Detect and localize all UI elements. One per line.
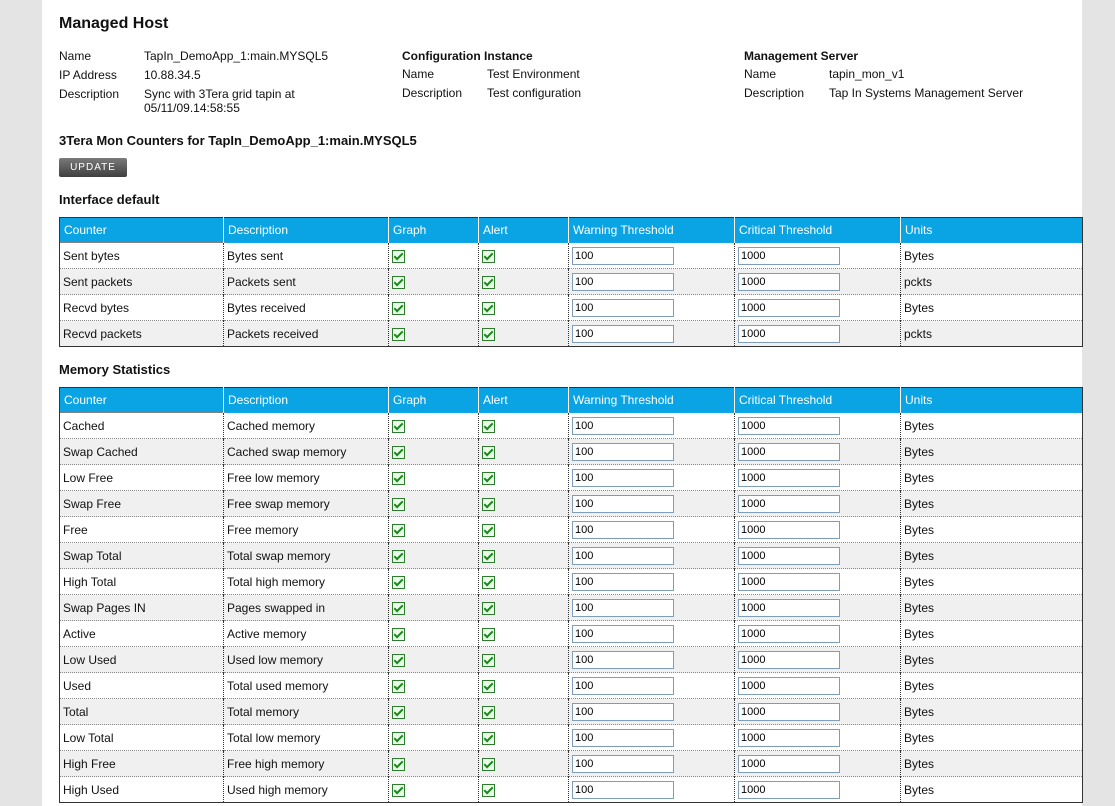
critical-threshold-input[interactable]: [738, 755, 840, 773]
critical-cell: [735, 295, 901, 321]
alert-cell: [479, 517, 569, 543]
graph-checkbox[interactable]: [392, 550, 405, 563]
alert-cell: [479, 725, 569, 751]
description-cell: Total low memory: [224, 725, 389, 751]
column-header: Counter: [60, 218, 224, 243]
graph-cell: [389, 517, 479, 543]
graph-checkbox[interactable]: [392, 524, 405, 537]
warning-cell: [569, 269, 735, 295]
critical-cell: [735, 321, 901, 347]
config-name-value: Test Environment: [487, 67, 580, 81]
units-cell: Bytes: [901, 595, 1083, 621]
host-ip-value: 10.88.34.5: [144, 68, 201, 82]
graph-cell: [389, 699, 479, 725]
description-cell: Bytes sent: [224, 243, 389, 269]
description-cell: Packets sent: [224, 269, 389, 295]
warning-cell: [569, 725, 735, 751]
critical-cell: [735, 269, 901, 295]
table-row: [60, 413, 1083, 439]
alert-cell: [479, 295, 569, 321]
alert-checkbox[interactable]: [482, 654, 495, 667]
page-panel: [42, 0, 1082, 806]
alert-checkbox[interactable]: [482, 328, 495, 341]
critical-cell: [735, 517, 901, 543]
counter-cell: Low Free: [60, 465, 224, 491]
interface-table: [59, 217, 1083, 347]
warning-cell: [569, 595, 735, 621]
critical-threshold-input[interactable]: [738, 325, 840, 343]
counter-cell: Active: [60, 621, 224, 647]
warning-cell: [569, 491, 735, 517]
critical-cell: [735, 647, 901, 673]
graph-checkbox[interactable]: [392, 654, 405, 667]
description-cell: Total high memory: [224, 569, 389, 595]
mgmt-desc-label: Description: [744, 86, 805, 100]
warning-threshold-input[interactable]: [572, 469, 674, 487]
alert-cell: [479, 621, 569, 647]
counter-cell: High Free: [60, 751, 224, 777]
warning-cell: [569, 751, 735, 777]
table-row: [60, 699, 1083, 725]
page-title: Managed Host: [59, 15, 169, 32]
warning-threshold-input[interactable]: [572, 677, 674, 695]
warning-threshold-input[interactable]: [572, 625, 674, 643]
graph-checkbox[interactable]: [392, 420, 405, 433]
graph-cell: [389, 491, 479, 517]
units-cell: Bytes: [901, 439, 1083, 465]
description-cell: Used high memory: [224, 777, 389, 803]
counter-cell: Swap Pages IN: [60, 595, 224, 621]
warning-threshold-input[interactable]: [572, 599, 674, 617]
table-row: [60, 777, 1083, 803]
critical-cell: [735, 595, 901, 621]
graph-checkbox[interactable]: [392, 446, 405, 459]
alert-checkbox[interactable]: [482, 302, 495, 315]
warning-threshold-input[interactable]: [572, 495, 674, 513]
alert-checkbox[interactable]: [482, 498, 495, 511]
units-cell: pckts: [901, 321, 1083, 347]
critical-cell: [735, 491, 901, 517]
warning-cell: [569, 413, 735, 439]
alert-cell: [479, 751, 569, 777]
counter-cell: Free: [60, 517, 224, 543]
alert-cell: [479, 569, 569, 595]
warning-cell: [569, 243, 735, 269]
warning-threshold-input[interactable]: [572, 729, 674, 747]
critical-cell: [735, 621, 901, 647]
critical-cell: [735, 543, 901, 569]
config-desc-value: Test configuration: [487, 86, 582, 100]
warning-threshold-input[interactable]: [572, 547, 674, 565]
graph-cell: [389, 269, 479, 295]
counter-cell: Cached: [60, 413, 224, 439]
graph-checkbox[interactable]: [392, 602, 405, 615]
graph-cell: [389, 673, 479, 699]
table-row: [60, 569, 1083, 595]
column-header: Units: [901, 388, 1083, 413]
warning-threshold-input[interactable]: [572, 755, 674, 773]
graph-cell: [389, 295, 479, 321]
alert-checkbox[interactable]: [482, 576, 495, 589]
graph-cell: [389, 465, 479, 491]
critical-threshold-input[interactable]: [738, 703, 840, 721]
counter-cell: Low Used: [60, 647, 224, 673]
units-cell: Bytes: [901, 621, 1083, 647]
column-header: Critical Threshold: [735, 388, 901, 413]
warning-cell: [569, 569, 735, 595]
warning-cell: [569, 543, 735, 569]
counter-cell: High Used: [60, 777, 224, 803]
graph-checkbox[interactable]: [392, 784, 405, 797]
warning-cell: [569, 777, 735, 803]
counter-cell: High Total: [60, 569, 224, 595]
critical-cell: [735, 751, 901, 777]
critical-cell: [735, 569, 901, 595]
alert-cell: [479, 673, 569, 699]
table-row: [60, 439, 1083, 465]
alert-checkbox[interactable]: [482, 446, 495, 459]
config-desc-label: Description: [402, 86, 463, 100]
table-row: [60, 465, 1083, 491]
host-name-label: Name: [59, 49, 92, 63]
units-cell: Bytes: [901, 517, 1083, 543]
alert-cell: [479, 647, 569, 673]
alert-cell: [479, 243, 569, 269]
critical-threshold-input[interactable]: [738, 495, 840, 513]
graph-checkbox[interactable]: [392, 328, 405, 341]
warning-cell: [569, 673, 735, 699]
warning-cell: [569, 621, 735, 647]
mgmt-heading: Management Server: [744, 49, 859, 63]
critical-cell: [735, 413, 901, 439]
units-cell: Bytes: [901, 777, 1083, 803]
column-header: Description: [224, 388, 389, 413]
memory-title: Memory Statistics: [59, 362, 171, 377]
units-cell: pckts: [901, 269, 1083, 295]
alert-checkbox[interactable]: [482, 472, 495, 485]
units-cell: Bytes: [901, 699, 1083, 725]
alert-cell: [479, 413, 569, 439]
critical-threshold-input[interactable]: [738, 417, 840, 435]
alert-checkbox[interactable]: [482, 732, 495, 745]
graph-checkbox[interactable]: [392, 498, 405, 511]
counter-cell: Recvd packets: [60, 321, 224, 347]
table-row: [60, 491, 1083, 517]
column-header: Alert: [479, 218, 569, 243]
alert-cell: [479, 699, 569, 725]
warning-threshold-input[interactable]: [572, 703, 674, 721]
config-name-label: Name: [402, 67, 435, 81]
column-header: Graph: [389, 388, 479, 413]
alert-checkbox[interactable]: [482, 628, 495, 641]
warning-threshold-input[interactable]: [572, 781, 674, 799]
host-info: [59, 49, 379, 117]
alert-cell: [479, 321, 569, 347]
description-cell: Cached swap memory: [224, 439, 389, 465]
mgmt-desc-value: Tap In Systems Management Server: [829, 86, 1024, 100]
warning-cell: [569, 295, 735, 321]
units-cell: Bytes: [901, 295, 1083, 321]
description-cell: Free low memory: [224, 465, 389, 491]
description-cell: Active memory: [224, 621, 389, 647]
counter-cell: Swap Free: [60, 491, 224, 517]
alert-checkbox[interactable]: [482, 550, 495, 563]
critical-cell: [735, 699, 901, 725]
config-info: [402, 49, 702, 105]
mgmt-name-value: tapin_mon_v1: [829, 67, 905, 81]
critical-threshold-input[interactable]: [738, 781, 840, 799]
alert-cell: [479, 543, 569, 569]
description-cell: Cached memory: [224, 413, 389, 439]
graph-checkbox[interactable]: [392, 250, 405, 263]
critical-cell: [735, 725, 901, 751]
column-header: Critical Threshold: [735, 218, 901, 243]
units-cell: Bytes: [901, 465, 1083, 491]
graph-cell: [389, 321, 479, 347]
column-header: Alert: [479, 388, 569, 413]
description-cell: Bytes received: [224, 295, 389, 321]
alert-checkbox[interactable]: [482, 706, 495, 719]
critical-threshold-input[interactable]: [738, 521, 840, 539]
description-cell: Total used memory: [224, 673, 389, 699]
graph-checkbox[interactable]: [392, 472, 405, 485]
alert-cell: [479, 491, 569, 517]
critical-threshold-input[interactable]: [738, 625, 840, 643]
graph-checkbox[interactable]: [392, 576, 405, 589]
graph-checkbox[interactable]: [392, 276, 405, 289]
counter-cell: Total: [60, 699, 224, 725]
counter-cell: Low Total: [60, 725, 224, 751]
description-cell: Packets received: [224, 321, 389, 347]
warning-threshold-input[interactable]: [572, 325, 674, 343]
alert-cell: [479, 595, 569, 621]
table-row: [60, 595, 1083, 621]
description-cell: Free high memory: [224, 751, 389, 777]
table-row: [60, 725, 1083, 751]
graph-checkbox[interactable]: [392, 732, 405, 745]
graph-checkbox[interactable]: [392, 628, 405, 641]
table-row: [60, 517, 1083, 543]
units-cell: Bytes: [901, 491, 1083, 517]
table-row: [60, 647, 1083, 673]
alert-cell: [479, 439, 569, 465]
mgmt-info: [744, 49, 1064, 105]
critical-threshold-input[interactable]: [738, 573, 840, 591]
graph-cell: [389, 439, 479, 465]
graph-cell: [389, 647, 479, 673]
graph-cell: [389, 243, 479, 269]
host-desc-label: Description: [59, 87, 120, 101]
counter-cell: Swap Total: [60, 543, 224, 569]
units-cell: Bytes: [901, 647, 1083, 673]
alert-cell: [479, 465, 569, 491]
critical-threshold-input[interactable]: [738, 651, 840, 669]
table-row: [60, 269, 1083, 295]
critical-threshold-input[interactable]: [738, 469, 840, 487]
critical-cell: [735, 439, 901, 465]
counter-cell: Recvd bytes: [60, 295, 224, 321]
units-cell: Bytes: [901, 673, 1083, 699]
alert-cell: [479, 269, 569, 295]
warning-cell: [569, 439, 735, 465]
critical-cell: [735, 465, 901, 491]
graph-cell: [389, 569, 479, 595]
table-row: [60, 751, 1083, 777]
graph-cell: [389, 725, 479, 751]
warning-threshold-input[interactable]: [572, 247, 674, 265]
critical-threshold-input[interactable]: [738, 547, 840, 565]
units-cell: Bytes: [901, 243, 1083, 269]
graph-checkbox[interactable]: [392, 680, 405, 693]
alert-checkbox[interactable]: [482, 524, 495, 537]
graph-cell: [389, 595, 479, 621]
warning-cell: [569, 647, 735, 673]
graph-cell: [389, 751, 479, 777]
critical-cell: [735, 673, 901, 699]
host-desc-value: Sync with 3Tera grid tapin at 05/11/09.14:58:55: [144, 87, 295, 115]
warning-threshold-input[interactable]: [572, 521, 674, 539]
description-cell: Used low memory: [224, 647, 389, 673]
warning-cell: [569, 465, 735, 491]
critical-cell: [735, 243, 901, 269]
counters-title: 3Tera Mon Counters for TapIn_DemoApp_1:main.MYSQL5: [59, 133, 417, 148]
critical-threshold-input[interactable]: [738, 443, 840, 461]
table-row: [60, 543, 1083, 569]
alert-checkbox[interactable]: [482, 602, 495, 615]
counter-cell: Sent packets: [60, 269, 224, 295]
memory-table: [59, 387, 1083, 803]
description-cell: Total swap memory: [224, 543, 389, 569]
interface-title: Interface default: [59, 192, 160, 207]
critical-threshold-input[interactable]: [738, 599, 840, 617]
warning-cell: [569, 517, 735, 543]
warning-threshold-input[interactable]: [572, 573, 674, 591]
critical-threshold-input[interactable]: [738, 247, 840, 265]
units-cell: Bytes: [901, 751, 1083, 777]
graph-checkbox[interactable]: [392, 758, 405, 771]
critical-threshold-input[interactable]: [738, 299, 840, 317]
graph-cell: [389, 621, 479, 647]
graph-checkbox[interactable]: [392, 706, 405, 719]
description-cell: Free swap memory: [224, 491, 389, 517]
units-cell: Bytes: [901, 543, 1083, 569]
column-header: Warning Threshold: [569, 388, 735, 413]
table-row: [60, 321, 1083, 347]
graph-cell: [389, 777, 479, 803]
host-ip-label: IP Address: [59, 68, 117, 82]
counter-cell: Sent bytes: [60, 243, 224, 269]
alert-checkbox[interactable]: [482, 420, 495, 433]
column-header: Graph: [389, 218, 479, 243]
critical-threshold-input[interactable]: [738, 273, 840, 291]
column-header: Counter: [60, 388, 224, 413]
warning-threshold-input[interactable]: [572, 299, 674, 317]
critical-threshold-input[interactable]: [738, 677, 840, 695]
graph-checkbox[interactable]: [392, 302, 405, 315]
warning-threshold-input[interactable]: [572, 417, 674, 435]
alert-checkbox[interactable]: [482, 250, 495, 263]
alert-cell: [479, 777, 569, 803]
graph-cell: [389, 543, 479, 569]
table-row: [60, 673, 1083, 699]
config-heading: Configuration Instance: [402, 49, 533, 63]
mgmt-name-label: Name: [744, 67, 777, 81]
table-row: [60, 621, 1083, 647]
units-cell: Bytes: [901, 413, 1083, 439]
update-button[interactable]: UPDATE: [59, 158, 127, 177]
graph-cell: [389, 413, 479, 439]
warning-threshold-input[interactable]: [572, 651, 674, 669]
description-cell: Pages swapped in: [224, 595, 389, 621]
units-cell: Bytes: [901, 569, 1083, 595]
warning-threshold-input[interactable]: [572, 443, 674, 461]
host-name-value: TapIn_DemoApp_1:main.MYSQL5: [144, 49, 329, 63]
alert-checkbox[interactable]: [482, 758, 495, 771]
alert-checkbox[interactable]: [482, 784, 495, 797]
description-cell: Total memory: [224, 699, 389, 725]
critical-cell: [735, 777, 901, 803]
column-header: Units: [901, 218, 1083, 243]
warning-cell: [569, 321, 735, 347]
column-header: Warning Threshold: [569, 218, 735, 243]
description-cell: Free memory: [224, 517, 389, 543]
column-header: Description: [224, 218, 389, 243]
counter-cell: Used: [60, 673, 224, 699]
critical-threshold-input[interactable]: [738, 729, 840, 747]
warning-threshold-input[interactable]: [572, 273, 674, 291]
alert-checkbox[interactable]: [482, 276, 495, 289]
units-cell: Bytes: [901, 725, 1083, 751]
table-row: [60, 243, 1083, 269]
table-row: [60, 295, 1083, 321]
alert-checkbox[interactable]: [482, 680, 495, 693]
warning-cell: [569, 699, 735, 725]
counter-cell: Swap Cached: [60, 439, 224, 465]
